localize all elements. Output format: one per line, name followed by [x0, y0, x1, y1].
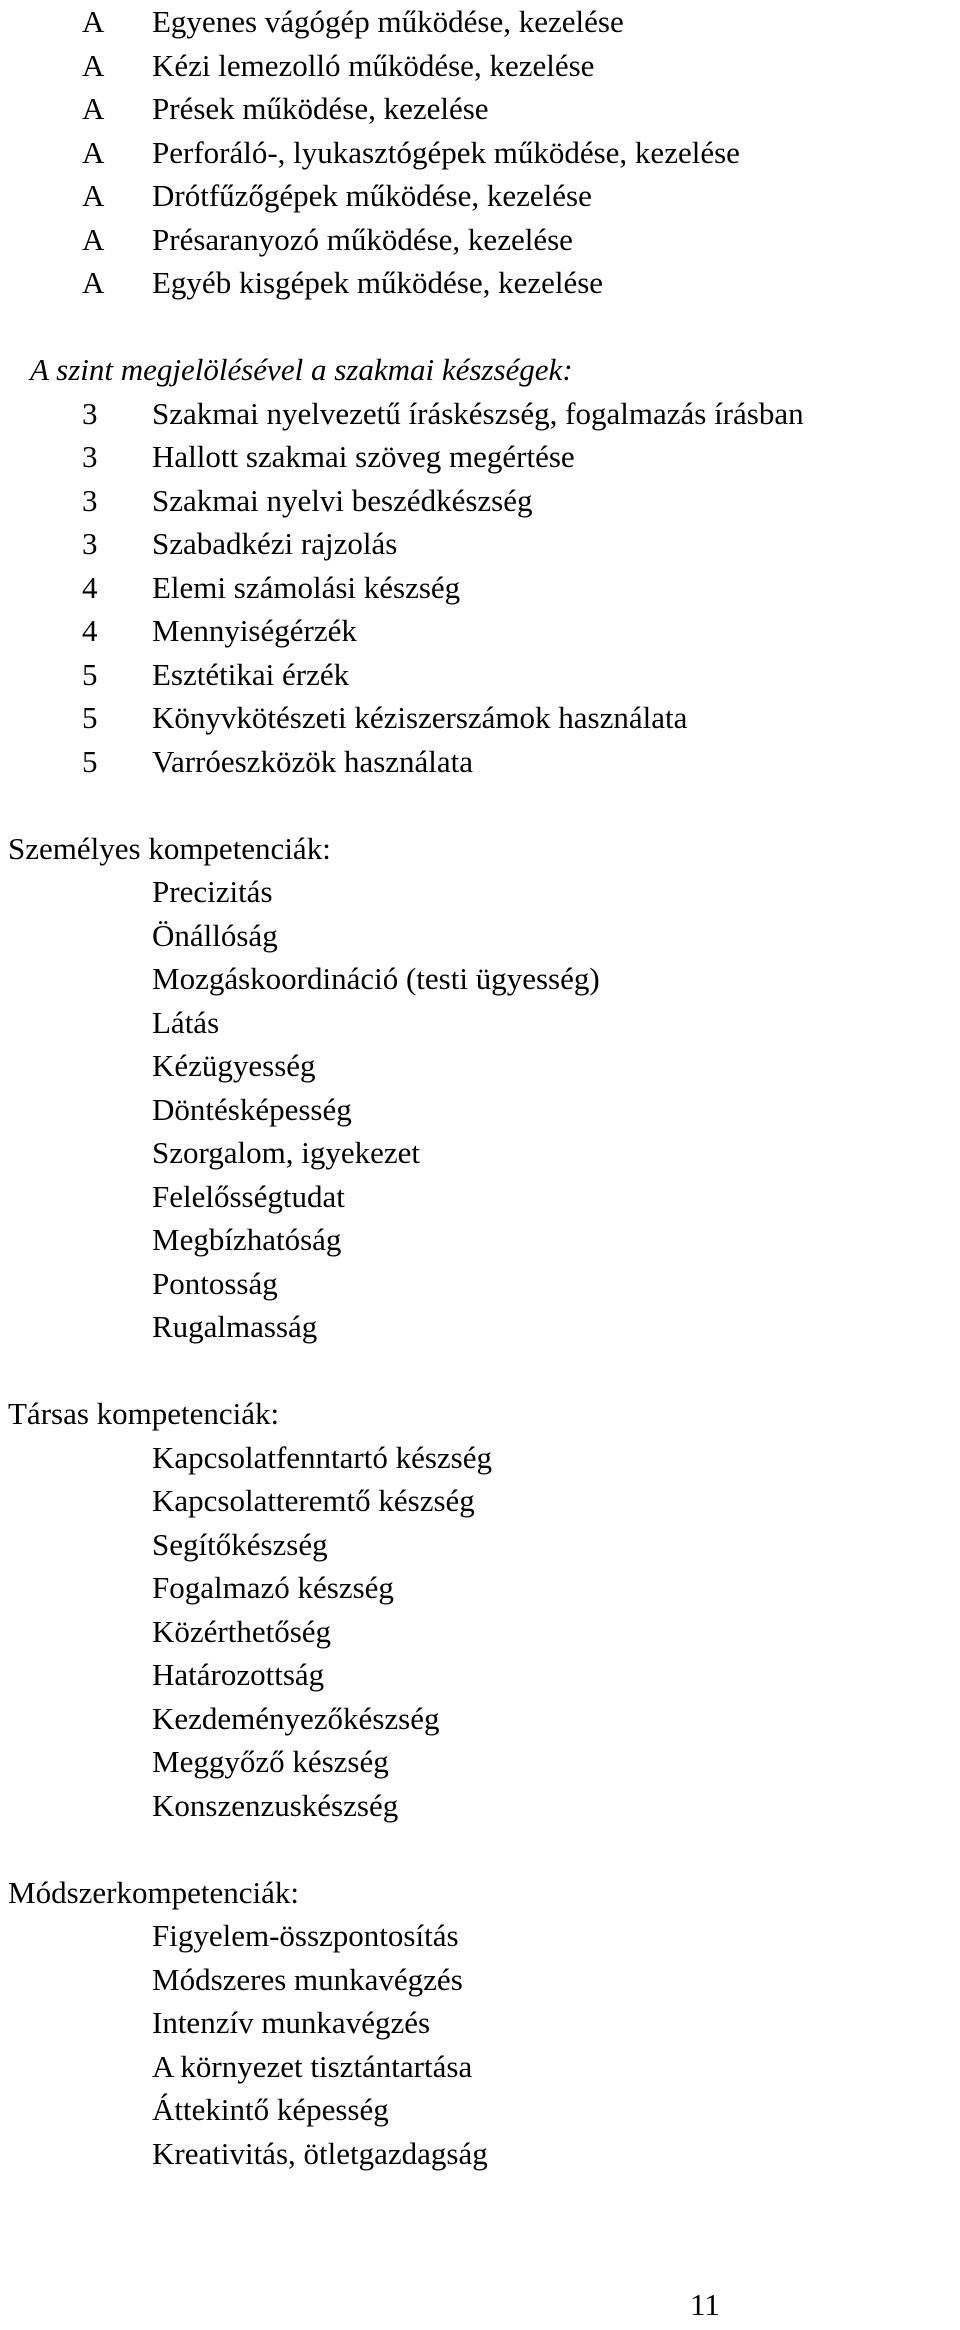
item-text: A környezet tisztántartása [152, 2048, 473, 2084]
list-item [0, 870, 960, 914]
item-text: Rugalmasság [152, 1309, 318, 1344]
item-text: Szorgalom, igyekezet [152, 1135, 421, 1170]
list-item [0, 131, 960, 175]
list-item [0, 1566, 960, 1610]
item-text: Kézügyesség [152, 1048, 316, 1083]
list-item [0, 1044, 960, 1088]
list-item [0, 261, 960, 305]
item-text: Látás [152, 1004, 220, 1040]
list-item [0, 2088, 960, 2132]
list-item [0, 479, 960, 523]
item-text: Mennyiségérzék [152, 613, 357, 648]
list-item [0, 1610, 960, 1654]
item-text: Intenzív munkavégzés [152, 2005, 431, 2040]
level-code: 5 [82, 656, 98, 692]
level-code: 3 [82, 395, 98, 431]
list-item [0, 1653, 960, 1697]
list-item [0, 1479, 960, 1523]
social-competencies-section [0, 1392, 960, 1827]
page-number: 11 [690, 2287, 720, 2322]
item-text: Perforáló-, lyukasztógépek működése, kezelése [152, 134, 740, 170]
item-text: Precizitás [152, 874, 273, 909]
personal-competencies-heading: Személyes kompetenciák: [8, 830, 331, 866]
list-item [0, 566, 960, 610]
list-item [0, 696, 960, 740]
method-competencies-section [0, 1871, 960, 2176]
list-item [0, 522, 960, 566]
item-text: Segítőkészség [152, 1526, 328, 1562]
level-code: 3 [82, 439, 98, 474]
item-text: Kapcsolatfenntartó készség [152, 1439, 493, 1475]
list-item [0, 1131, 960, 1175]
level-code: 4 [82, 613, 98, 648]
list-item [0, 1175, 960, 1219]
list-item [0, 957, 960, 1001]
item-text: Meggyőző készség [152, 1744, 389, 1779]
section-a-list [0, 0, 960, 305]
list-item [0, 1784, 960, 1828]
list-item [0, 1305, 960, 1349]
level-code: A [82, 221, 105, 257]
spacer [0, 783, 960, 827]
list-item [0, 609, 960, 653]
item-text: Szakmai nyelvezetű íráskészség, fogalmazás írásban [152, 395, 804, 431]
item-text: Önállóság [152, 917, 278, 953]
skills-heading: A szint megjelölésével a szakmai készségek: [30, 352, 573, 387]
list-item [0, 392, 960, 436]
level-code: 3 [82, 526, 98, 561]
item-text: Közérthetőség [152, 1613, 332, 1649]
item-text: Pontosság [152, 1265, 278, 1301]
item-text: Megbízhatóság [152, 1222, 342, 1257]
spacer [0, 1827, 960, 1871]
item-text: Kezdeményezőkészség [152, 1700, 440, 1736]
list-item [0, 1914, 960, 1958]
list-item [0, 2001, 960, 2045]
spacer [0, 1349, 960, 1393]
list-item [0, 1218, 960, 1262]
list-item [0, 1740, 960, 1784]
list-item [0, 1436, 960, 1480]
level-code: 3 [82, 482, 98, 518]
item-text: Drótfűzőgépek működése, kezelése [152, 178, 592, 213]
list-item [0, 0, 960, 44]
list-item [0, 2045, 960, 2089]
item-text: Módszeres munkavégzés [152, 1961, 463, 1997]
item-text: Hallott szakmai szöveg megértése [152, 439, 575, 474]
item-text: Esztétikai érzék [152, 656, 350, 692]
item-text: Egyéb kisgépek működése, kezelése [152, 265, 604, 300]
list-item [0, 435, 960, 479]
list-item [0, 2132, 960, 2176]
list-item [0, 1088, 960, 1132]
item-text: Kapcsolatteremtő készség [152, 1483, 475, 1518]
item-text: Konszenzuskészség [152, 1787, 399, 1823]
item-text: Egyenes vágógép működése, kezelése [152, 4, 624, 39]
item-text: Felelősségtudat [152, 1178, 345, 1214]
personal-competencies-section [0, 827, 960, 1349]
list-item [0, 740, 960, 784]
level-code: 5 [82, 743, 98, 779]
level-code: A [82, 265, 105, 300]
level-code: A [82, 47, 105, 83]
list-item [0, 1001, 960, 1045]
item-text: Szakmai nyelvi beszédkészség [152, 482, 533, 518]
item-text: Prések működése, kezelése [152, 91, 489, 126]
item-text: Döntésképesség [152, 1091, 352, 1127]
level-code: 4 [82, 569, 98, 605]
level-code: 5 [82, 700, 98, 735]
method-competencies-heading: Módszerkompetenciák: [8, 1874, 299, 1910]
level-code: A [82, 134, 105, 170]
item-text: Határozottság [152, 1657, 325, 1692]
list-item [0, 653, 960, 697]
skills-section [0, 348, 960, 783]
list-item [0, 44, 960, 88]
social-competencies-heading: Társas kompetenciák: [8, 1396, 280, 1431]
list-item [0, 1523, 960, 1567]
item-text: Áttekintő képesség [152, 2092, 389, 2127]
level-code: A [82, 91, 105, 126]
item-text: Fogalmazó készség [152, 1570, 394, 1605]
item-text: Présaranyozó működése, kezelése [152, 221, 573, 257]
list-item [0, 174, 960, 218]
item-text: Kreativitás, ötletgazdagság [152, 2135, 488, 2171]
item-text: Elemi számolási készség [152, 569, 461, 605]
list-item [0, 218, 960, 262]
spacer [0, 305, 960, 349]
item-text: Varróeszközök használata [152, 743, 474, 779]
item-text: Könyvkötészeti kéziszerszámok használata [152, 700, 688, 735]
list-item [0, 914, 960, 958]
item-text: Szabadkézi rajzolás [152, 526, 398, 561]
level-code: A [82, 178, 105, 213]
item-text: Figyelem-összpontosítás [152, 1918, 459, 1953]
item-text: Mozgáskoordináció (testi ügyesség) [152, 961, 600, 996]
list-item [0, 1262, 960, 1306]
list-item [0, 1697, 960, 1741]
item-text: Kézi lemezolló működése, kezelése [152, 47, 595, 83]
list-item [0, 1958, 960, 2002]
list-item [0, 87, 960, 131]
level-code: A [82, 4, 105, 39]
